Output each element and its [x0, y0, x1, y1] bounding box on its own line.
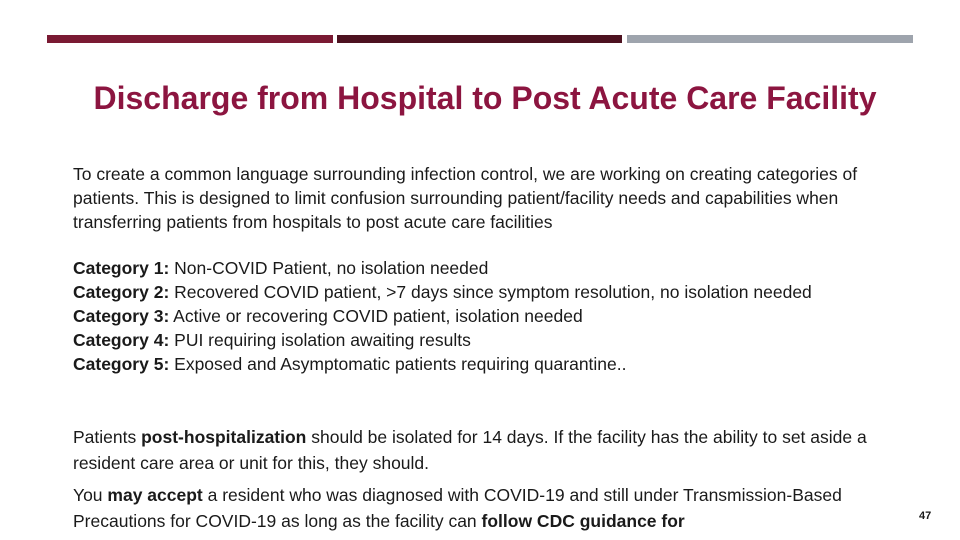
page-number: 47 — [919, 510, 932, 522]
category-label: Category 3: — [73, 306, 170, 326]
category-text: Active or recovering COVID patient, isolation needed — [169, 306, 583, 326]
category-label: Category 1: — [73, 258, 170, 278]
category-item — [73, 328, 918, 352]
category-text: Exposed and Asymptomatic patients requiring quarantine.. — [169, 354, 627, 374]
category-item — [73, 352, 918, 376]
category-item — [73, 304, 918, 328]
post-hospitalization-paragraph — [73, 424, 918, 476]
category-item — [73, 280, 918, 304]
category-list — [73, 256, 918, 376]
top-accent-bar-3 — [627, 35, 913, 43]
accept-text-1: You — [73, 485, 108, 505]
accept-bold-1: may accept — [107, 485, 203, 505]
post-hosp-bold: post-hospitalization — [141, 427, 307, 447]
category-text: Non-COVID Patient, no isolation needed — [169, 258, 489, 278]
category-label: Category 4: — [73, 330, 170, 350]
category-label: Category 2: — [73, 282, 170, 302]
category-text: PUI requiring isolation awaiting results — [169, 330, 471, 350]
accept-resident-paragraph — [73, 482, 913, 534]
post-hosp-text-1: Patients — [73, 427, 142, 447]
slide-title: Discharge from Hospital to Post Acute Care Facility — [93, 80, 877, 116]
accept-bold-2: follow CDC guidance for — [481, 511, 685, 531]
category-label: Category 5: — [73, 354, 170, 374]
category-text: Recovered COVID patient, >7 days since symptom resolution, no isolation needed — [169, 282, 812, 302]
accept-text-2: a resident who was diagnosed with COVID-19 and still under Transmission-Based Precautions for COVID-19 as long as the facility can — [73, 485, 842, 531]
category-item — [73, 256, 918, 280]
top-accent-bar-1 — [47, 35, 333, 43]
intro-paragraph: To create a common language surrounding infection control, we are working on creating categories of patients. This is designed to limit confusion surrounding patient/facility needs and capabilities when transferring patients from hospitals to post acute care facilities — [73, 164, 858, 232]
post-hosp-text-2: should be isolated for 14 days. If the facility has the ability to set aside a resident care area or unit for this, they should. — [73, 427, 867, 473]
top-accent-bar-2 — [337, 35, 622, 43]
